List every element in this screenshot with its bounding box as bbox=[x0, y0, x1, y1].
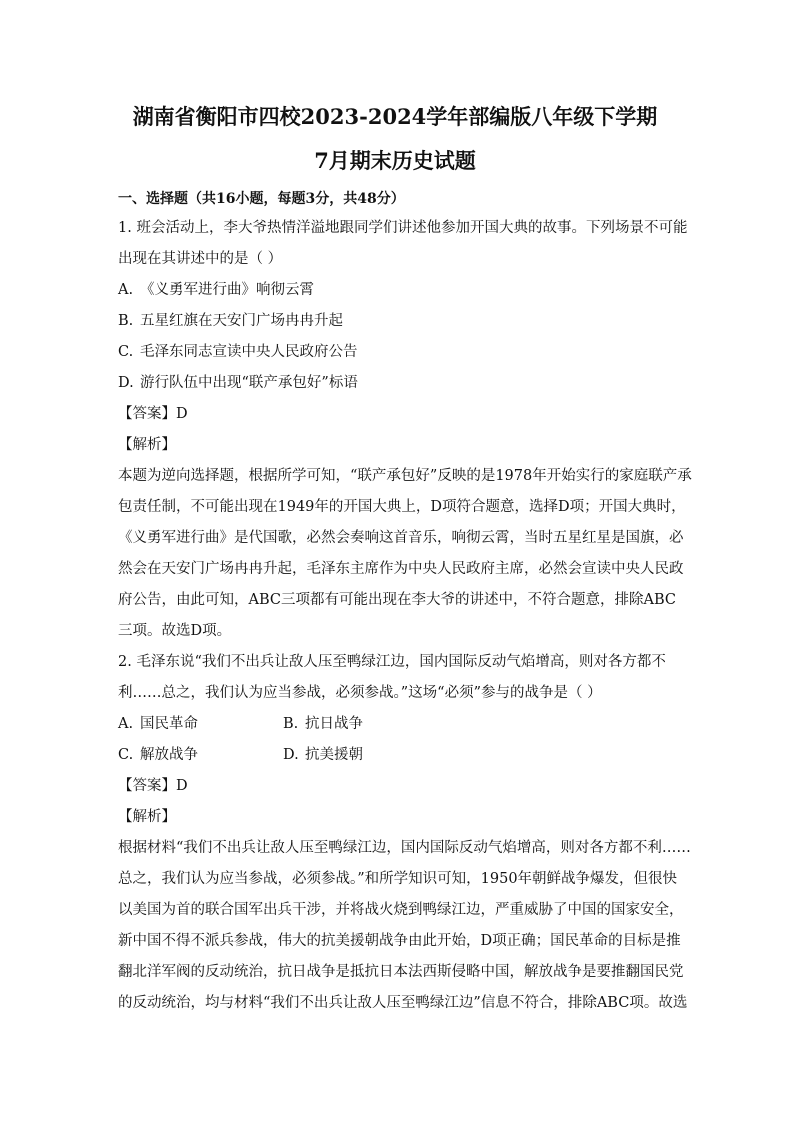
option-text: 抗美援朝 bbox=[305, 747, 363, 763]
option-letter: A. bbox=[118, 716, 134, 732]
option-text: 抗日战争 bbox=[305, 716, 363, 732]
option-row bbox=[118, 740, 672, 771]
option-b bbox=[118, 306, 672, 337]
analysis-line: 本题为逆向选择题，根据所学可知，“联产承包好”反映的是1978年开始实行的家庭联产承 bbox=[118, 468, 692, 484]
option-d bbox=[283, 740, 448, 771]
analysis-label: 【解析】 bbox=[118, 437, 176, 453]
option-b bbox=[283, 709, 448, 740]
option-text: 国民革命 bbox=[140, 716, 198, 732]
analysis-line: 总之，我们认为应当参战，必须参战。”和所学知识可知，1950年朝鲜战争爆发，但很快 bbox=[118, 871, 678, 887]
option-text: 五星红旗在天安门广场冉冉升起 bbox=[140, 313, 343, 329]
question-1 bbox=[118, 213, 692, 647]
question-stem-line: 利……总之，我们认为应当参战，必须参战。”这场“必须”参与的战争是（ ） bbox=[118, 685, 602, 701]
document-title-line1: 湖南省衡阳市四校2023-2024学年部编版八年级下学期 bbox=[132, 104, 658, 129]
section-header: 一、选择题（共16小题，每题3分，共48分） bbox=[118, 191, 405, 207]
option-letter: B. bbox=[118, 313, 134, 329]
option-letter: D. bbox=[283, 747, 299, 763]
analysis-label: 【解析】 bbox=[118, 809, 176, 825]
analysis-line: 翻北洋军阀的反动统治，抗日战争是抵抗日本法西斯侵略中国，解放战争是要推翻国民党 bbox=[118, 964, 684, 980]
option-letter: C. bbox=[118, 344, 134, 360]
answer-label: 【答案】D bbox=[118, 778, 188, 794]
option-letter: B. bbox=[283, 716, 299, 732]
question-stem-line: 1. 班会活动上，李大爷热情洋溢地跟同学们讲述他参加开国大典的故事。下列场景不可能 bbox=[118, 220, 688, 236]
option-row bbox=[118, 709, 672, 740]
analysis-line: 府公告，由此可知，ABC三项都有可能出现在李大爷的讲述中，不符合题意，排除ABC bbox=[118, 592, 676, 608]
analysis-line: 以美国为首的联合国军出兵干涉，并将战火烧到鸭绿江边，严重威胁了中国的国家安全， bbox=[118, 902, 684, 918]
option-a bbox=[118, 709, 283, 740]
analysis-line: 包责任制，不可能出现在1949年的开国大典上，D项符合题意，选择D项；开国大典时， bbox=[118, 499, 686, 515]
option-text: 游行队伍中出现“联产承包好”标语 bbox=[140, 375, 358, 391]
analysis-line: 的反动统治，均与材料“我们不出兵让敌人压至鸭绿江边”信息不符合，排除ABC项。故选 bbox=[118, 995, 688, 1011]
option-text: 解放战争 bbox=[140, 747, 198, 763]
analysis-line: 然会在天安门广场冉冉升起，毛泽东主席作为中央人民政府主席，必然会宣读中央人民政 bbox=[118, 561, 684, 577]
analysis-line: 《义勇军进行曲》是代国歌，必然会奏响这首音乐，响彻云霄，当时五星红星是国旗，必 bbox=[118, 530, 684, 546]
option-d bbox=[118, 368, 672, 399]
option-letter: A. bbox=[118, 282, 134, 298]
option-c bbox=[118, 337, 672, 368]
option-text: 《义勇军进行曲》响彻云霄 bbox=[140, 282, 314, 298]
question-2 bbox=[118, 647, 691, 1019]
question-stem-line: 2. 毛泽东说“我们不出兵让敌人压至鸭绿江边，国内国际反动气焰增高，则对各方都不 bbox=[118, 654, 666, 670]
option-letter: D. bbox=[118, 375, 134, 391]
analysis-line: 三项。故选D项。 bbox=[118, 623, 232, 639]
option-letter: C. bbox=[118, 747, 134, 763]
option-text: 毛泽东同志宣读中央人民政府公告 bbox=[140, 344, 358, 360]
option-a bbox=[118, 275, 672, 306]
analysis-line: 新中国不得不派兵参战，伟大的抗美援朝战争由此开始，D项正确；国民革命的目标是推 bbox=[118, 933, 681, 949]
document-title-line2: 7月期末历史试题 bbox=[314, 148, 476, 173]
analysis-line: 根据材料“我们不出兵让敌人压至鸭绿江边，国内国际反动气焰增高，则对各方都不利…… bbox=[118, 840, 691, 856]
question-stem-line: 出现在其讲述中的是（ ） bbox=[118, 251, 283, 267]
answer-label: 【答案】D bbox=[118, 406, 188, 422]
option-c bbox=[118, 740, 283, 771]
